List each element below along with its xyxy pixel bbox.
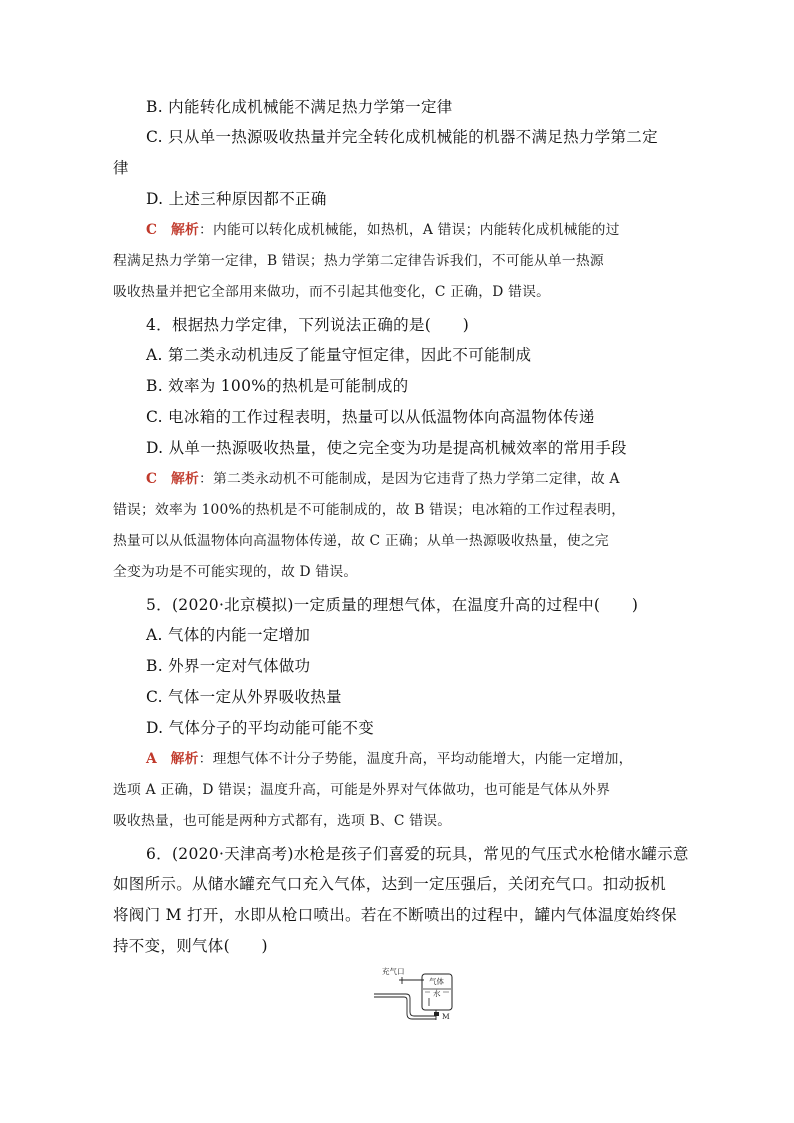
q6-stem-line2: 如图所示。从储水罐充气口充入气体，达到一定压强后，关闭充气口。扣动扳机 (113, 875, 667, 893)
q5-option-d: D. 气体分子的平均动能可能不变 (146, 719, 375, 737)
q4-answer: C (146, 471, 158, 487)
q5-explanation-label: 解析 (170, 751, 199, 767)
q5-option-c: C. 气体一定从外界吸收热量 (146, 688, 342, 706)
q4-option-c: C. 电冰箱的工作过程表明，热量可以从低温物体向高温物体传递 (146, 408, 595, 426)
q3-explanation-text1: ：内能可以转化成机械能，如热机，A 错误；内能转化成机械能的过 (198, 222, 620, 238)
valve-m (434, 1012, 439, 1016)
q4-explanation-line3: 热量可以从低温物体向高温物体传递，故 C 正确；从单一热源吸收热量，使之完 (113, 533, 609, 549)
q4-option-b: B. 效率为 100%的热机是可能制成的 (146, 377, 409, 395)
q3-answer: C (146, 222, 158, 238)
inlet-label: 充气口 (382, 967, 405, 976)
q3-option-c-line1: C. 只从单一热源吸收热量并完全转化成机械能的机器不满足热力学第二定 (146, 128, 658, 146)
q5-option-b: B. 外界一定对气体做功 (146, 657, 311, 675)
q4-explanation-line4: 全变为功是不可能实现的，故 D 错误。 (113, 564, 358, 580)
q3-option-c-line2: 律 (113, 159, 129, 177)
q4-explanation-line2: 错误；效率为 100%的热机是不可能制成的，故 B 错误；电冰箱的工作过程表明， (113, 502, 626, 518)
water-gun-diagram (372, 962, 462, 1026)
q3-explanation-line1 (146, 224, 620, 238)
q3-explanation-line2: 程满足热力学第一定律，B 错误；热力学第二定律告诉我们，不可能从单一热源 (113, 253, 604, 269)
q3-option-b: B. 内能转化成机械能不满足热力学第一定律 (146, 98, 453, 116)
q4-stem: 4．根据热力学定律，下列说法正确的是( ) (146, 316, 470, 334)
q5-explanation-text1: ：理想气体不计分子势能，温度升高，平均动能增大，内能一定增加， (198, 751, 633, 767)
q4-option-a: A. 第二类永动机违反了能量守恒定律，因此不可能制成 (146, 346, 532, 364)
q6-stem-line1: 6．(2020·天津高考)水枪是孩子们喜爱的玩具，常见的气压式水枪储水罐示意 (146, 845, 689, 863)
valve-label: M (442, 1012, 450, 1021)
q3-explanation-line3: 吸收热量并把它全部用来做功，而不引起其他变化，C 正确，D 错误。 (113, 284, 551, 300)
q5-explanation-line1 (146, 753, 633, 767)
q6-stem-line3: 将阀门 M 打开，水即从枪口喷出。若在不断喷出的过程中，罐内气体温度始终保 (113, 906, 677, 924)
q5-explanation-line3: 吸收热量，也可能是两种方式都有，选项 B、C 错误。 (113, 813, 452, 829)
q3-explanation-label: 解析 (170, 222, 199, 238)
q5-answer: A (146, 751, 157, 767)
q4-explanation-line1 (146, 473, 620, 487)
water-label: 水 (433, 989, 441, 998)
q5-explanation-line2: 选项 A 正确，D 错误；温度升高，可能是外界对气体做功，也可能是气体从外界 (113, 782, 611, 798)
q3-option-d: D. 上述三种原因都不正确 (146, 190, 327, 208)
water-gun-figure (372, 962, 462, 1026)
q4-explanation-text1: ：第二类永动机不可能制成，是因为它违背了热力学第二定律，故 A (198, 471, 620, 487)
q4-explanation-label: 解析 (170, 471, 199, 487)
q5-stem: 5．(2020·北京模拟)一定质量的理想气体，在温度升高的过程中( ) (146, 596, 639, 614)
q5-option-a: A. 气体的内能一定增加 (146, 626, 311, 644)
q6-stem-line4: 持不变，则气体( ) (113, 937, 268, 955)
gas-label: 气体 (429, 977, 444, 986)
q4-option-d: D. 从单一热源吸收热量，使之完全变为功是提高机械效率的常用手段 (146, 439, 627, 457)
